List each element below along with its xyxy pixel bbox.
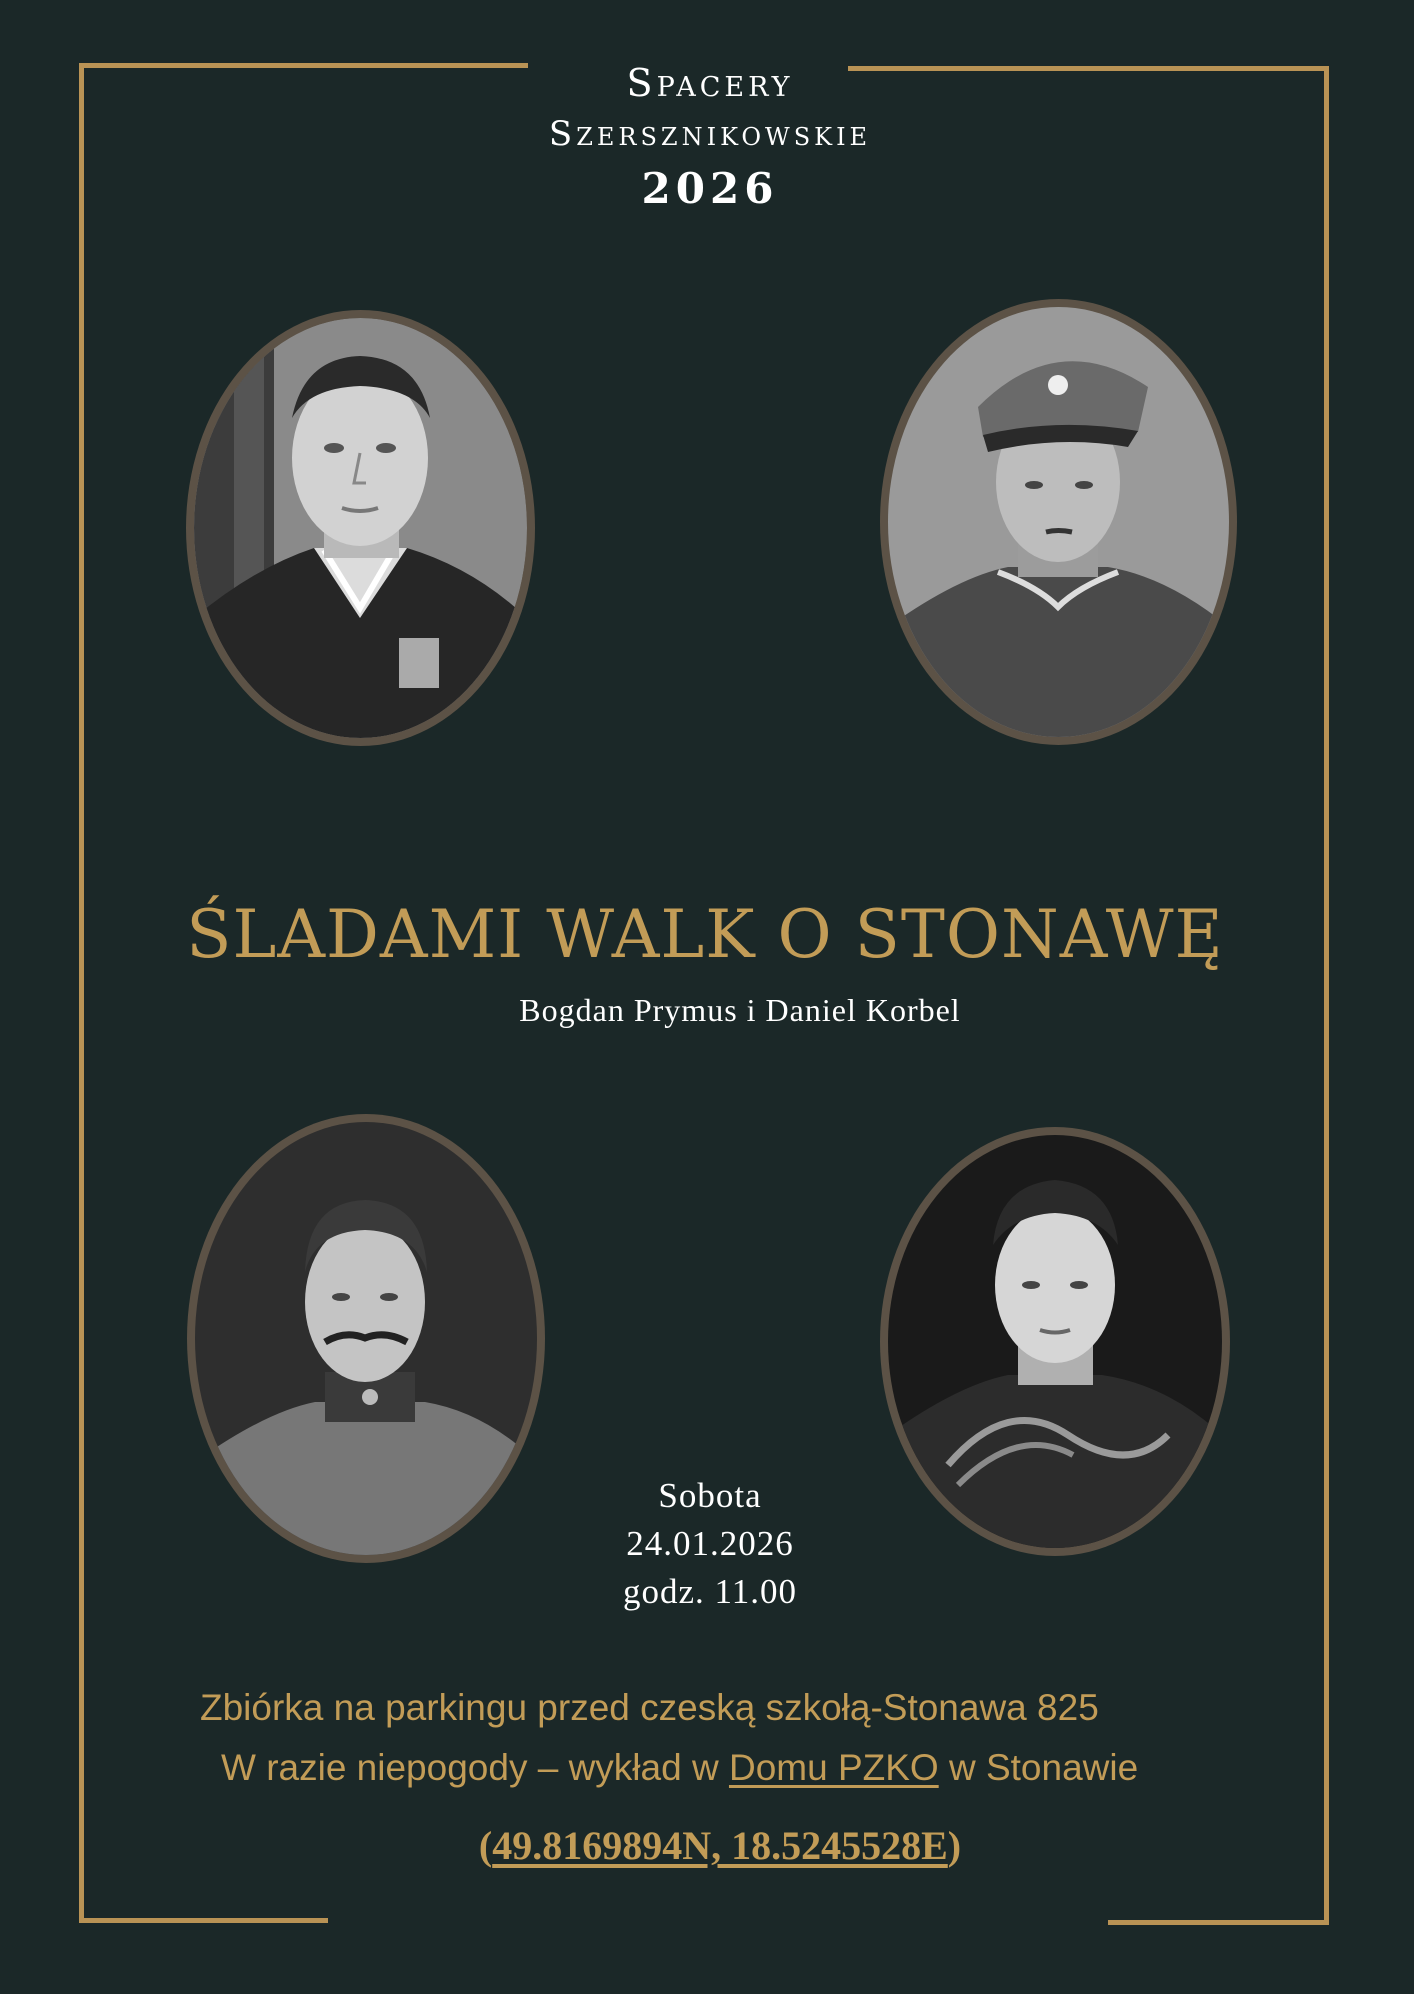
coordinates — [300, 1816, 1140, 1876]
coordinates-link[interactable]: 49.8169894N, 18.5245528E — [492, 1823, 948, 1868]
event-title: ŚLADAMI WALK O STONAWĘ — [186, 896, 1224, 973]
portrait-soldier-4 — [880, 1127, 1230, 1556]
bad-weather-suffix: w Stonawie — [938, 1747, 1139, 1788]
frame-line-left — [79, 63, 84, 1923]
event-date: 24.01.2026 — [626, 1524, 794, 1563]
portrait-soldier-2 — [880, 299, 1237, 745]
event-datetime — [540, 1472, 880, 1616]
frame-line-right — [1324, 66, 1329, 1925]
portrait-soldier-1 — [186, 310, 535, 746]
series-line-1: Spacery — [626, 61, 794, 105]
portrait-soldier-3 — [187, 1114, 545, 1563]
series-title — [440, 58, 980, 218]
series-year: 2026 — [641, 164, 779, 213]
event-authors: Bogdan Prymus i Daniel Korbel — [519, 992, 961, 1028]
event-time: godz. 11.00 — [623, 1572, 797, 1611]
frame-line-bottom-left — [79, 1918, 328, 1923]
series-line-2: Szersznikowskie — [548, 114, 872, 154]
meeting-place: Zbiórka na parkingu przed czeską szkołą-Stonawa 825 — [200, 1687, 1099, 1728]
frame-line-bottom-right — [1108, 1920, 1329, 1925]
dom-pzko-link[interactable]: Domu PZKO — [728, 1747, 939, 1788]
bad-weather-prefix: W razie niepogody – wykład w — [221, 1747, 729, 1788]
bad-weather-info — [200, 1738, 1300, 1798]
event-day: Sobota — [658, 1476, 762, 1515]
coordinates-open-paren: ( — [478, 1823, 493, 1868]
coordinates-close-paren: ) — [947, 1823, 962, 1868]
meeting-info — [200, 1678, 1300, 1798]
